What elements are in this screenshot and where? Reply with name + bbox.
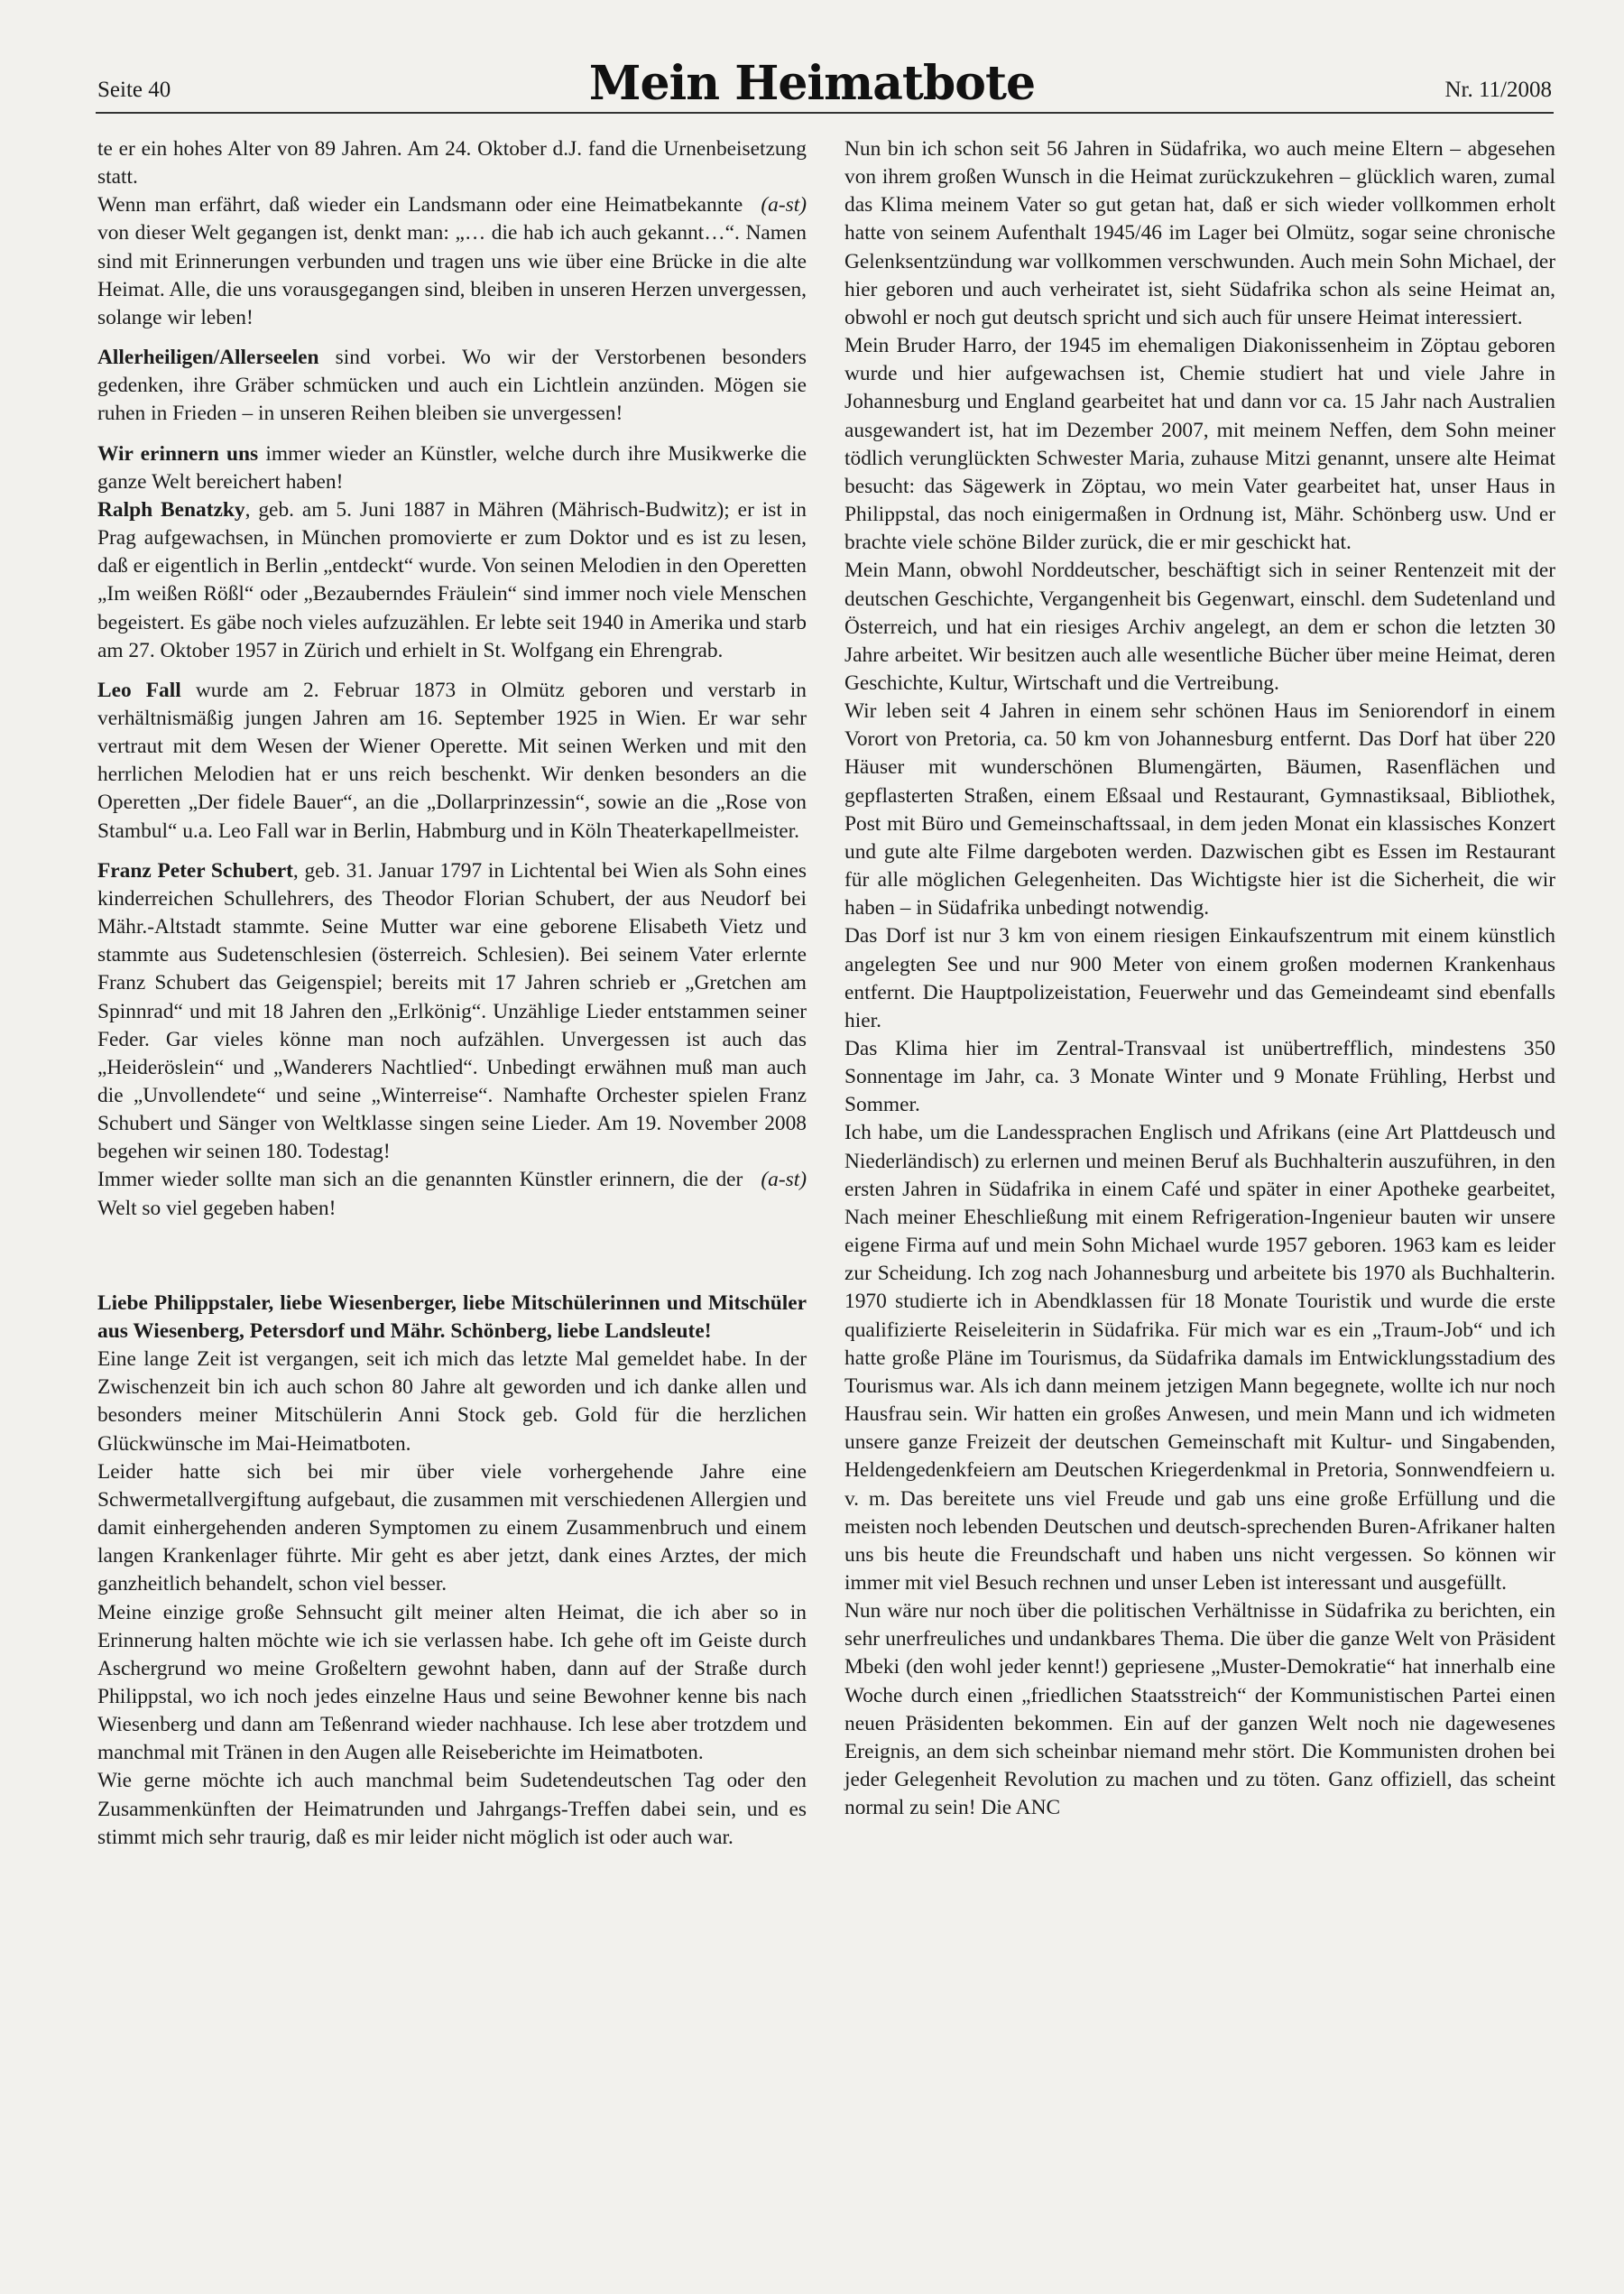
right-column: [844, 135, 1555, 1822]
paragraph: Ralph Benatzky, geb. am 5. Juni 1887 in Mähren (Mährisch-Budwitz); er ist in Prag aufgewachsen, in München promovierte er zum Doktor und es ist zu lesen, daß er eigentlich in Berlin „entdeckt“ wurde. Von seinen Melodien in den Operetten „Im weißen Rößl“ oder „Bezauberndes Fräulein“ sind immer noch viele Menschen begeistert. Es gäbe noch vieles aufzuzählen. Er lebte seit 1940 in Amerika und starb am 27. Oktober 1957 in Zürich und erhielt in St. Wolfgang ein Ehrengrab.: [97, 497, 807, 662]
paragraph: Das Dorf ist nur 3 km von einem riesigen Einkaufszentrum mit einem künstlich angelegten See und nur 900 Meter von einem großen modernen Krankenhaus entfernt. Die Hauptpolizeistation, Feuerwehr und das Gemeindeamt sind ebenfalls hier.: [844, 924, 1555, 1032]
paragraph: Wie gerne möchte ich auch manchmal beim Sudetendeutschen Tag oder den Zusammenkünften der Heimatrunden und Jahrgangs-Treffen dabei sein, und es stimmt mich sehr traurig, daß es mir leider nicht möglich ist oder auch war.: [97, 1769, 807, 1849]
signature: (a-st): [761, 193, 807, 217]
paragraph: (a-st) Immer wieder sollte man sich an die genannten Künstler erinnern, die der Welt so viel gegeben haben!: [97, 1168, 807, 1220]
paragraph: Wir leben seit 4 Jahren in einem sehr schönen Haus im Seniorendorf in einem Vorort von Pretoria, ca. 50 km von Johannesburg entfernt. Das Dorf hat über 220 Häuser mit wunderschönen Blumengärten, Bäumen, Rasenflächen und gepflasterten Straßen, einem Eßsaal und Restaurant, Gymnastiksaal, Bibliothek, Post mit Büro und Gemeinschaftssaal, in dem jeden Monat ein klassisches Konzert und gute alte Filme dargeboten werden. Dazwischen gibt es Essen im Restaurant für alle möglichen Gelegenheiten. Das Wichtigste hier ist die Sicherheit, die wir haben – in Südafrika unbedingt notwendig.: [844, 699, 1555, 920]
paragraph: Allerheiligen/Allerseelen sind vorbei. Wo wir der Verstorbenen besonders gedenken, ihre Gräber schmücken und auch ein Lichtlein anzünden. Mögen sie ruhen in Frieden – in unseren Reihen bleiben sie unvergessen!: [97, 346, 807, 426]
paragraph: Leo Fall wurde am 2. Februar 1873 in Olmütz geboren und verstarb in verhältnismäßig jungen Jahren am 16. September 1925 in Wien. Er war sehr vertraut mit dem Wesen der Wiener Operette. Mit seinen Werken und mit den herrlichen Melodien hat er uns reich beschenkt. Wir denken besonders an die Operetten „Der fidele Bauer“, an die „Dollarprinzessin“, sowie an die „Rose von Stambul“ u.a. Leo Fall war in Berlin, Habmburg und in Köln Theaterkapellmeister.: [97, 678, 807, 843]
bold-lead: Ralph Benatzky: [97, 497, 245, 522]
paragraph: Franz Peter Schubert, geb. 31. Januar 1797 in Lichtental bei Wien als Sohn eines kinderreichen Schullehrers, des Theodor Florian Schubert, der aus Neudorf bei Mähr.-Altstadt stammte. Seine Mutter war eine geborene Elisabeth Vietz und stammte aus Sudetenschlesien (österreich. Schlesien). Bei seinem Vater erlernte Franz Schubert das Geigenspiel; bereits mit 17 Jahren schrieb er „Gretchen am Spinnrad“ und mit 18 Jahren den „Erlkönig“. Unzählige Lieder entstammen seiner Feder. Gar vieles könne man noch aufzählen. Unvergessen ist auch das „Heideröslein“ und „Wanderers Nachtlied“. Unbedingt erwähnen muß man auch die „Unvollendete“ und seine „Winterreise“. Namhafte Orchester spielen Franz Schubert und Sänger von Weltklasse singen seine Lieder. Am 19. November 2008 begehen wir seinen 180. Todestag!: [97, 858, 807, 1164]
paragraph: (a-st) Wenn man erfährt, daß wieder ein Landsmann oder eine Heimatbekannte von dieser Welt gegangen ist, denkt man: „… die hab ich auch gekannt…“. Namen sind mit Erinnerungen verbunden und tragen uns wie über eine Brücke in die alte Heimat. Alle, die uns vorausgegangen sind, bleiben in unseren Herzen unvergessen, solange wir leben!: [97, 193, 807, 329]
page-number: Seite 40: [97, 78, 171, 102]
bold-lead: Wir erinnern uns: [97, 441, 259, 466]
paragraph: Nun bin ich schon seit 56 Jahren in Südafrika, wo auch meine Eltern – abgesehen von ihrem großen Wunsch in die Heimat zurückzukehren – glücklich waren, zumal das Klima meinem Vater so gut getan hat, daß er sich wieder vollkommen erholt hatte von seinem Aufenthalt 1945/46 im Lager bei Olmütz, sogar seine chronische Gelenksentzündung war vollkommen verschwunden. Auch mein Sohn Michael, der hier geboren und auch verheiratet ist, sieht Südafrika schon als seine Heimat an, obwohl er noch gut deutsch spricht und sich auch für unsere Heimat interessiert.: [844, 137, 1555, 329]
paragraph: Nun wäre nur noch über die politischen Verhältnisse in Südafrika zu berichten, ein sehr unerfreuliches und undankbares Thema. Die über die ganze Welt von Präsident Mbeki (den wohl jeder kennt!) gepriesene „Muster-Demokratie“ hat innerhalb eine Woche durch einen „friedlichen Staatsstreich“ der Kommunistischen Partei einen neuen Präsidenten bekommen. Ein auf der ganzen Welt noch nie dagewesenes Ereignis, an dem sich scheinbar niemand mehr stört. Die Kommunisten drohen bei jeder Gelegenheit Revolution zu machen und zu töten. Ganz offiziell, das scheint normal zu sein! Die ANC: [844, 1599, 1555, 1820]
header-rule: [96, 112, 1554, 114]
masthead-title: Mein Heimatbote: [588, 56, 1036, 111]
paragraph: te er ein hohes Alter von 89 Jahren. Am 24. Oktober d.J. fand die Urnenbeisetzung statt.: [97, 137, 807, 190]
bold-lead: Leo Fall: [97, 678, 181, 702]
bold-lead: Allerheiligen/Allerseelen: [97, 346, 319, 370]
paragraph: Eine lange Zeit ist vergangen, seit ich mich das letzte Mal gemeldet habe. In der Zwischenzeit bin ich auch schon 80 Jahre alt geworden und ich danke allen und besonders meiner Mitschülerin Anni Stock geb. Gold für die herzlichen Glückwünsche im Mai-Heimatboten.: [97, 1347, 807, 1456]
paragraph: Wir erinnern uns immer wieder an Künstler, welche durch ihre Musikwerke die ganze Welt bereichert haben!: [97, 441, 807, 494]
paragraph: Ich habe, um die Landessprachen Englisch und Afrikans (eine Art Plattdeusch und Niederländisch) zu erlernen und meinen Beruf als Buchhalterin auszuführen, in den ersten Jahren in Südafrika in einem Café und später in einer Apotheke gearbeitet, Nach meiner Eheschließung mit einem Refrigeration-Ingenieur bauten wir unsere eigene Firma auf und mein Sohn Michael wurde 1957 geboren. 1963 kam es leider zur Scheidung. Ich zog nach Johannesburg und arbeitete bis 1970 als Buchhalterin. 1970 studierte ich in Abendklassen für 18 Monate Touristik und wurde die erste qualifizierte Reiseleiterin in Südafrika. Für mich war es ein „Traum-Job“ und ich hatte große Pläne im Tourismus, da Südafrika damals im Entwicklungsstadium des Tourismus war. Als ich dann meinem jetzigen Mann begegnete, wollte ich nur noch Hausfrau sein. Wir hatten ein großes Anwesen, und mein Mann und ich widmeten unsere ganze Freizeit der deutschen Gemeinschaft mit Kultur- und Singabenden, Heldengedenkfeiern am Deutschen Kriegerdenkmal in Pretoria, Sonnwendfeiern u. v. m. Das bereitete uns viel Freude und gab uns eine große Erfüllung und die meisten noch lebenden Deutschen und deutsch-sprechenden Buren-Afrikaner halten uns bis heute die Freundschaft und haben uns nicht vergessen. So können wir immer mit viel Besuch rechnen und unser Leben ist interessant und ausgefüllt.: [844, 1121, 1555, 1595]
paragraph: Leider hatte sich bei mir über viele vorhergehende Jahre eine Schwermetallvergiftung aufgebaut, die zusammen mit verschiedenen Allergien und damit einhergehenden anderen Symptomen zu einem Zusammenbruch und einem langen Krankenlager führte. Mir geht es aber jetzt, dank eines Arztes, der mich ganzheitlich behandelt, schon viel besser.: [97, 1459, 807, 1596]
issue-number: Nr. 11/2008: [1444, 78, 1552, 102]
paragraph: Mein Mann, obwohl Norddeutscher, beschäftigt sich in seiner Rentenzeit mit der deutschen Geschichte, Vergangenheit bis Gegenwart, einschl. dem Sudetenland und Österreich, und hat ein riesiges Archiv angelegt, an dem er schon die letzten 30 Jahre arbeitet. Wir besitzen auch alle wesentliche Bücher über meine Heimat, deren Geschichte, Kultur, Wirtschaft und die Vertreibung.: [844, 559, 1555, 695]
section-heading: Liebe Philippstaler, liebe Wiesenberger, liebe Mitschülerinnen und Mitschüler aus Wiesenberg, Petersdorf und Mähr. Schönberg, liebe Landsleute!: [97, 1290, 807, 1343]
signature: (a-st): [761, 1168, 807, 1192]
bold-lead: Franz Peter Schubert: [97, 858, 293, 883]
left-column: [97, 135, 807, 1852]
paragraph: Das Klima hier im Zentral-Transvaal ist unübertrefflich, mindestens 350 Sonnentage im Jahr, ca. 3 Monate Winter und 9 Monate Frühling, Herbst und Sommer.: [844, 1037, 1555, 1117]
paragraph: Mein Bruder Harro, der 1945 im ehemaligen Diakonissenheim in Zöptau geboren wurde und hier aufgewachsen ist, Chemie studiert hat und viele Jahre in Johannesburg und England gearbeitet hat und dann vor ca. 15 Jahr nach Australien ausgewandert ist, hat im Dezember 2007, mit meinem Neffen, dem Sohn meiner tödlich verunglückten Schwester Maria, zuhause Mitzi genannt, unsere alte Heimat besucht: das Sägewerk in Zöptau, wo mein Vater gearbeitet hat, unser Haus in Philippstal, das noch einigermaßen in Ordnung ist, Mähr. Schönberg usw. Und er brachte viele schöne Bilder zurück, die er mir geschickt hat.: [844, 334, 1555, 555]
paragraph: Meine einzige große Sehnsucht gilt meiner alten Heimat, die ich aber so in Erinnerung halten möchte wie ich sie verlassen habe. Ich gehe oft im Geiste durch Aschergrund wo meine Großeltern gewohnt haben, dann auf der Straße durch Philippstal, wo ich noch jedes einzelne Haus und seine Bewohner kenne bis nach Wiesenberg und dann am Teßenrand wieder nachhause. Ich lese aber trotzdem und manchmal mit Tränen in den Augen alle Reiseberichte im Heimatboten.: [97, 1600, 807, 1765]
